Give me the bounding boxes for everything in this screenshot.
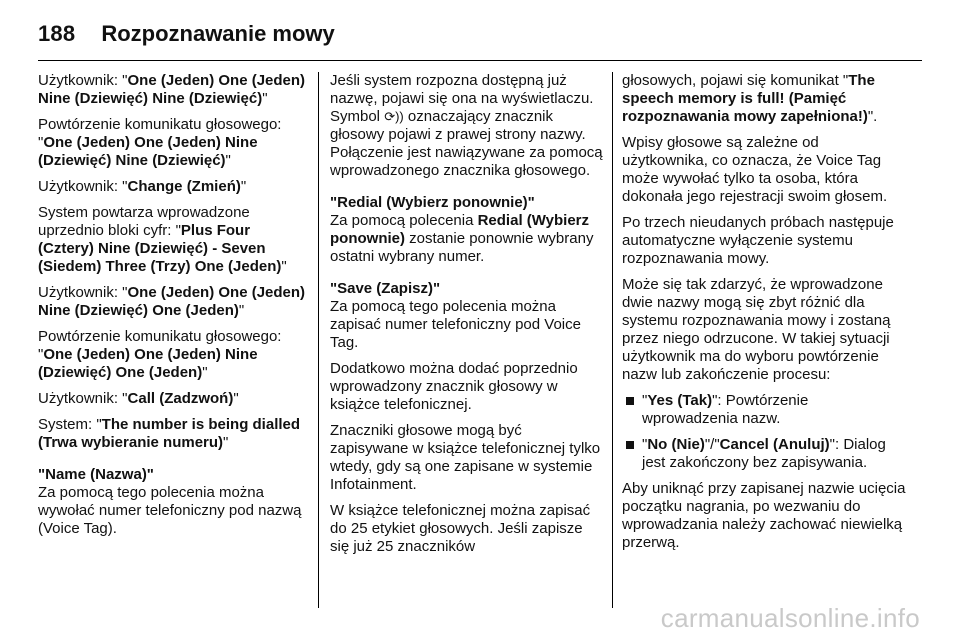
paragraph: Za pomocą polecenia Redial (Wybierz ponownie) zostanie ponownie wybrany ostatni wybrany numer. (330, 212, 594, 265)
column-3 (622, 72, 906, 560)
section-heading-redial: "Redial (Wybierz ponownie)" (330, 194, 535, 211)
paragraph: Użytkownik: "Call (Zadzwoń)" (38, 390, 239, 407)
section-heading-save: "Save (Zapisz)" (330, 280, 441, 297)
paragraph: głosowych, pojawi się komunikat "The speech memory is full! (Pamięć rozpoznawania mowy zapełniona!)". (622, 72, 878, 125)
column-divider-1 (318, 72, 319, 608)
section-heading-name: "Name (Nazwa)" (38, 466, 154, 483)
paragraph: Powtórzenie komunikatu głosowego: "One (Jeden) One (Jeden) Nine (Dziewięć) One (Jeden)" (38, 328, 282, 381)
list-item-no-cancel: "No (Nie)"/"Cancel (Anuluj)": Dialog jest zakończony bez zapisywania. (622, 436, 906, 472)
paragraph: Jeśli system rozpozna dostępną już nazwę, pojawi się ona na wyświetlaczu. Symbol ⟳)) oznaczający znacznik głosowy pojawi z prawej strony nazwy. Połączenie jest nawiązywane za pomocą wprowadzonego znacznika głosowego. (330, 72, 603, 179)
paragraph: System powtarza wprowadzone uprzednio bloki cyfr: "Plus Four (Cztery) Nine (Dziewięć) - Seven (Siedem) Three (Trzy) One (Jeden)" (38, 204, 287, 275)
paragraph: Użytkownik: "Change (Zmień)" (38, 178, 247, 195)
paragraph: Wpisy głosowe są zależne od użytkownika, co oznacza, że Voice Tag może wywołać tylko ta osoba, która dokonała jego rejestracji swoim głosem. (622, 134, 888, 205)
watermark: carmanualsonline.info (660, 603, 920, 633)
column-divider-2 (612, 72, 613, 608)
page-header (38, 14, 922, 54)
paragraph: Powtórzenie komunikatu głosowego: "One (Jeden) One (Jeden) Nine (Dziewięć) Nine (Dziewięć)" (38, 116, 282, 169)
bullet-square-icon (626, 397, 634, 405)
list-item-yes: "Yes (Tak)": Powtórzenie wprowadzenia nazw. (622, 392, 906, 428)
paragraph: Może się tak zdarzyć, że wprowadzone dwie nazwy mogą się zbyt różnić dla systemu rozpoznawania mowy i zostaną przez niego odrzucone. W takiej sytuacji użytkownik ma do wyboru powtórzenie nazw lub zakończenie procesu: (622, 276, 891, 383)
column-2 (330, 72, 604, 564)
paragraph: Aby uniknąć przy zapisanej nazwie ucięcia początku nagrania, po wezwaniu do wprowadzania należy zachować niewielką przerwą. (622, 480, 906, 551)
paragraph: Dodatkowo można dodać poprzednio wprowadzony znacznik głosowy w książce telefonicznej. (330, 360, 578, 413)
paragraph: Za pomocą tego polecenia można zapisać numer telefoniczny pod Voice Tag. (330, 298, 581, 351)
paragraph: Po trzech nieudanych próbach następuje automatyczne wyłączenie systemu rozpoznawania mowy. (622, 214, 894, 267)
column-1 (38, 72, 308, 546)
voice-tag-icon: ⟳)) (384, 109, 404, 124)
page-title: Rozpoznawanie mowy (101, 21, 335, 46)
paragraph: Użytkownik: "One (Jeden) One (Jeden) Nine (Dziewięć) Nine (Dziewięć)" (38, 72, 306, 107)
paragraph: Użytkownik: "One (Jeden) One (Jeden) Nine (Dziewięć) One (Jeden)" (38, 284, 306, 319)
paragraph: Za pomocą tego polecenia można wywołać numer telefoniczny pod nazwą (Voice Tag). (38, 484, 302, 537)
paragraph: W książce telefonicznej można zapisać do 25 etykiet głosowych. Jeśli zapisze się już 25 znaczników (330, 502, 591, 555)
paragraph: System: "The number is being dialled (Trwa wybieranie numeru)" (38, 416, 301, 451)
bullet-square-icon (626, 441, 634, 449)
page-number: 188 (38, 21, 76, 46)
paragraph: Znaczniki głosowe mogą być zapisywane w książce telefonicznej tylko wtedy, gdy są one zapisane w systemie Infotainment. (330, 422, 601, 493)
header-rule (38, 60, 922, 61)
